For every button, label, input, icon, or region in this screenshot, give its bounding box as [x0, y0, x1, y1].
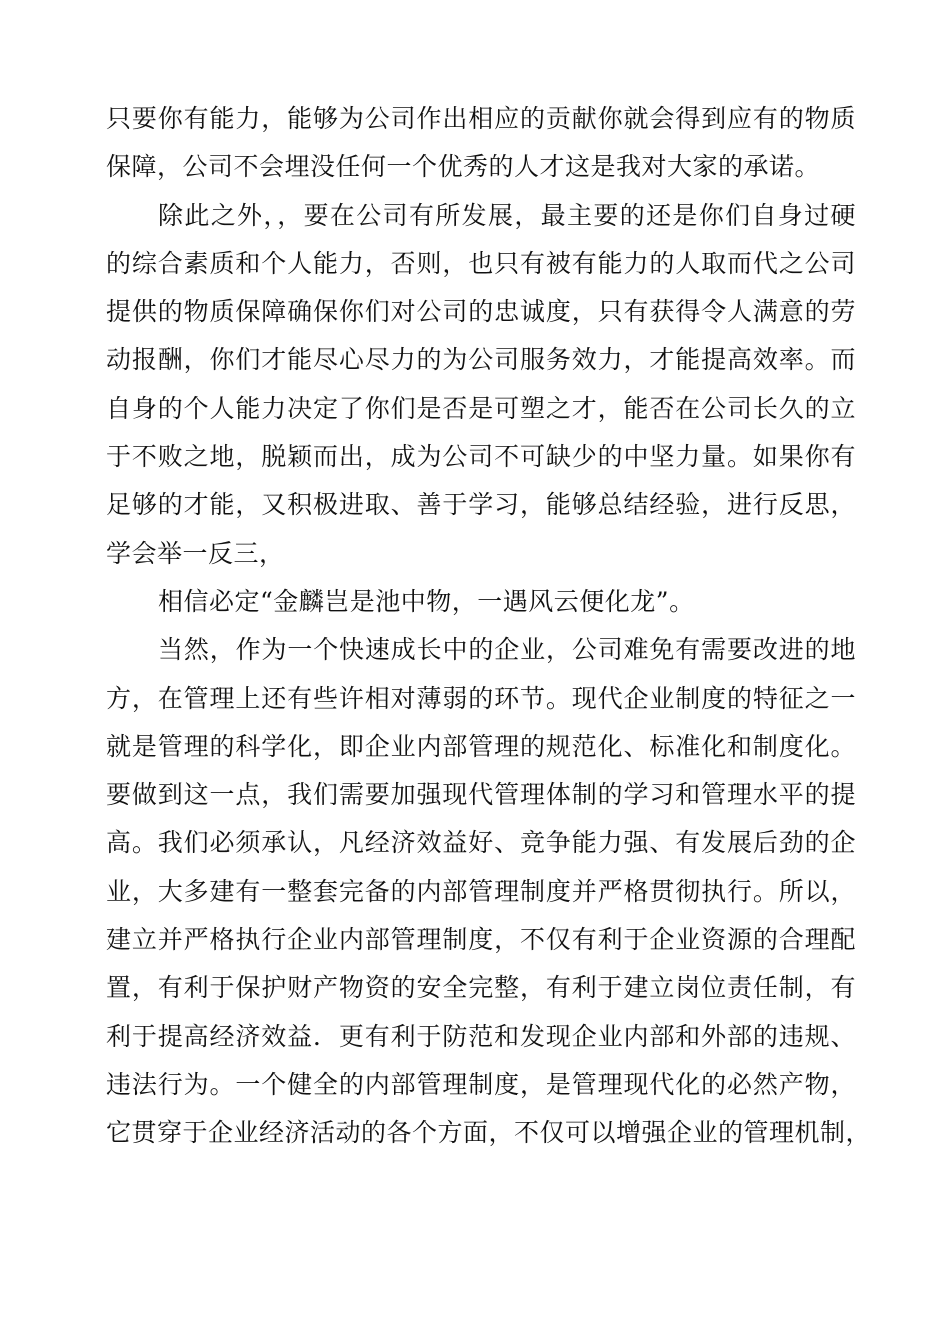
paragraph-1: [106, 95, 856, 192]
text-line: 业，大多建有一整套完备的内部管理制度并严格贯彻执行。所以，: [106, 876, 856, 906]
paragraph-4: [106, 626, 872, 1157]
text-line: 要做到这一点，我们需要加强现代管理体制的学习和管理水平的提: [106, 780, 856, 810]
text-line: 利于提高经济效益．更有利于防范和发现企业内部和外部的违规、: [106, 1021, 856, 1051]
text-line: 就是管理的科学化，即企业内部管理的规范化、标准化和制度化。: [106, 731, 856, 761]
text-line: 高。我们必须承认，凡经济效益好、竞争能力强、有发展后劲的企: [106, 828, 856, 858]
paragraph-2: [106, 192, 856, 578]
text-line: 动报酬，你们才能尽心尽力的为公司服务效力，才能提高效率。而: [106, 345, 856, 375]
text-line: 当然，作为一个快速成长中的企业，公司难免有需要改进的地: [158, 635, 856, 665]
text-line: 违法行为。一个健全的内部管理制度，是管理现代化的必然产物，: [106, 1069, 856, 1099]
text-line: 自身的个人能力决定了你们是否是可塑之才，能否在公司长久的立: [106, 393, 856, 423]
document-body: [106, 95, 872, 1158]
text-line: 提供的物质保障确保你们对公司的忠诚度，只有获得令人满意的劳: [106, 297, 856, 327]
text-line: 的综合素质和个人能力，否则，也只有被有能力的人取而代之公司: [106, 248, 856, 278]
text-line: 只要你有能力，能够为公司作出相应的贡献你就会得到应有的物质: [106, 104, 856, 133]
text-line: 它贯穿于企业经济活动的各个方面，不仅可以增强企业的管理机制，: [106, 1118, 872, 1148]
text-line: 于不败之地，脱颖而出，成为公司不可缺少的中坚力量。如果你有: [106, 442, 856, 472]
text-line: 除此之外，，要在公司有所发展，最主要的还是你们自身过硬: [158, 200, 856, 230]
text-line: 置，有利于保护财产物资的安全完整，有利于建立岗位责任制，有: [106, 973, 856, 1003]
text-line: 学会举一反三，: [106, 538, 285, 568]
text-line: 足够的才能，又积极进取、善于学习，能够总结经验，进行反思，: [106, 490, 856, 520]
text-line: 保障，公司不会埋没任何一个优秀的人才这是我对大家的承诺。: [106, 152, 821, 182]
text-line: 相信必定“金麟岂是池中物，一遇风云便化龙”。: [158, 586, 695, 616]
text-line: 方，在管理上还有些许相对薄弱的环节。现代企业制度的特征之一: [106, 683, 856, 713]
paragraph-3: [106, 578, 856, 626]
text-line: 建立并严格执行企业内部管理制度，不仅有利于企业资源的合理配: [106, 925, 856, 955]
